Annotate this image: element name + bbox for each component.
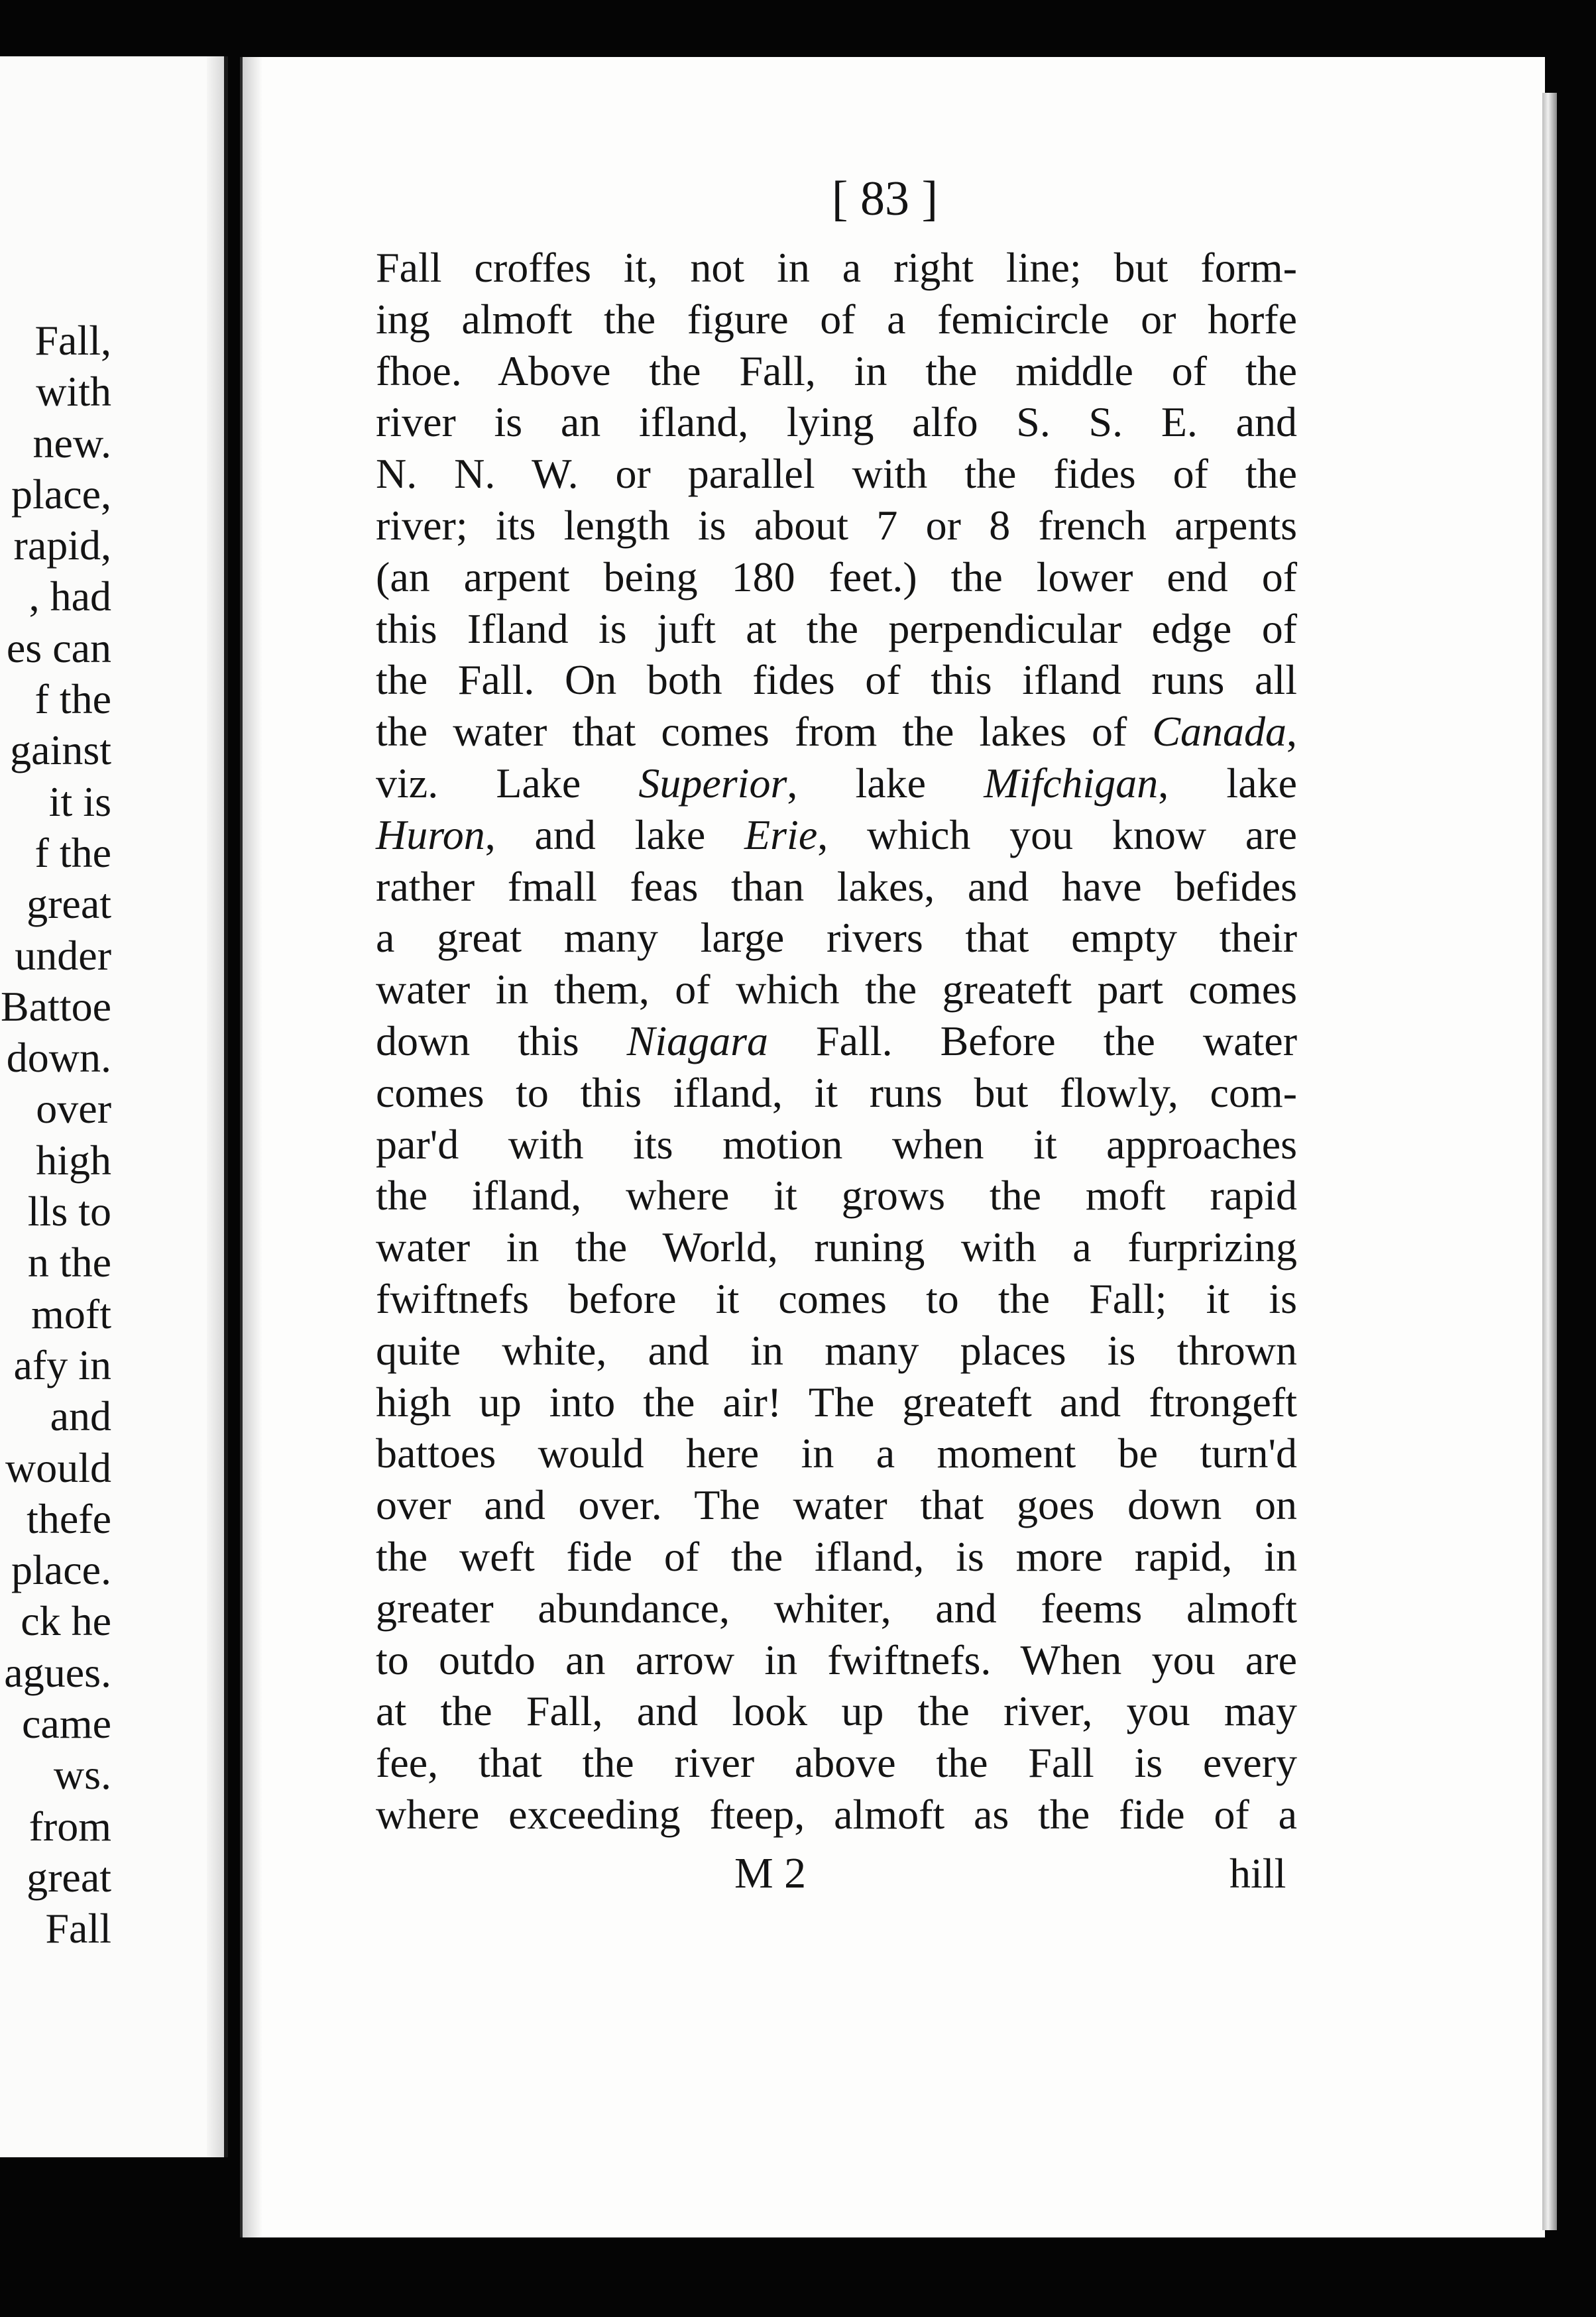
page-number: [ 83 ] (831, 172, 939, 226)
left-line: over (36, 1085, 111, 1133)
text-line: water in the World, runing with a furprizing (376, 1223, 1297, 1271)
left-line: rapid, (13, 522, 111, 569)
left-line: f the (34, 675, 111, 723)
left-line: Fall, (34, 317, 111, 364)
text-line: where exceeding fteep, almoft as the fide of a (376, 1790, 1297, 1838)
left-line: , had (28, 573, 111, 620)
text-line: (an arpent being 180 feet.) the lower end of (376, 553, 1297, 600)
left-line: new. (32, 419, 111, 467)
text-line: high up into the air! The greateft and ftrongeft (376, 1378, 1297, 1426)
left-line: n the (27, 1239, 111, 1286)
left-page-text (0, 315, 111, 1954)
text-line: at the Fall, and look up the river, you may (376, 1687, 1297, 1735)
left-line: great (27, 1853, 111, 1901)
left-line: Battoe (0, 982, 111, 1030)
catchword: hill (1229, 1850, 1286, 1897)
left-line: would (5, 1443, 111, 1491)
text-line: fhoe. Above the Fall, in the middle of the (376, 347, 1297, 394)
text-line: battoes would here in a moment be turn'd (376, 1430, 1297, 1477)
text-line: over and over. The water that goes down on (376, 1481, 1297, 1529)
left-page (0, 56, 228, 2157)
left-line: ws. (53, 1751, 111, 1799)
left-line: came (22, 1700, 111, 1748)
left-line: place. (11, 1546, 111, 1594)
text-line: par'd with its motion when it approaches (376, 1120, 1297, 1168)
text-line: greater abundance, whiter, and feems almoft (376, 1584, 1297, 1632)
text-line: fwiftnefs before it comes to the Fall; it is (376, 1274, 1297, 1322)
text-line: water in them, of which the greateft part comes (376, 966, 1297, 1013)
left-line: under (15, 931, 111, 979)
text-line: fee, that the river above the Fall is every (376, 1739, 1297, 1787)
text-line: quite white, and in many places is thrown (376, 1326, 1297, 1374)
text-line: viz. Lake Superior, lake Mifchigan, lake (376, 759, 1298, 807)
left-line: high (36, 1136, 111, 1184)
left-line: moft (31, 1290, 111, 1337)
left-line: agues. (4, 1648, 111, 1696)
left-line: it is (48, 777, 111, 825)
left-line: es can (6, 624, 111, 671)
left-line: gainst (10, 726, 111, 774)
text-line: the ifland, where it grows the moft rapid (376, 1172, 1297, 1219)
text-line: rather fmall feas than lakes, and have befides (376, 862, 1297, 910)
left-line: and (50, 1392, 111, 1440)
left-line: great (27, 880, 111, 928)
left-line: thefe (27, 1495, 111, 1542)
left-line: ck he (21, 1597, 111, 1645)
right-page-gutter-shadow (243, 57, 262, 2237)
left-page-gutter-shadow (207, 56, 224, 2157)
text-line: N. N. W. or parallel with the fides of the (376, 450, 1297, 498)
body-text (376, 242, 1297, 1840)
left-line: down. (6, 1034, 111, 1082)
text-line: to outdo an arrow in fwiftnefs. When you are (376, 1636, 1297, 1683)
left-line: from (28, 1802, 111, 1850)
left-line: f the (34, 828, 111, 876)
signature-mark: M 2 (734, 1849, 807, 1897)
page-stack-edge (1542, 93, 1557, 2230)
left-line: with (36, 368, 111, 416)
text-line: the Fall. On both fides of this ifland runs all (376, 656, 1297, 704)
text-line: river; its length is about 7 or 8 french arpents (376, 501, 1297, 549)
text-line: comes to this ifland, it runs but flowly, com- (376, 1068, 1297, 1116)
text-line: river is an ifland, lying alfo S. S. E. and (376, 398, 1297, 446)
text-line: ing almoft the figure of a femicircle or horfe (376, 295, 1297, 343)
text-line: Huron, and lake Erie, which you know are (376, 811, 1298, 858)
text-line: the weft fide of the ifland, is more rapid, in (376, 1532, 1297, 1580)
left-line: afy in (13, 1341, 111, 1388)
text-line: a great many large rivers that empty their (376, 914, 1297, 962)
text-line: Fall croffes it, not in a right line; but form- (376, 244, 1297, 291)
left-line: place, (11, 470, 111, 518)
text-line: the water that comes from the lakes of Canada, (376, 708, 1297, 756)
left-line: lls to (27, 1188, 111, 1235)
text-line: down this Niagara Fall. Before the water (376, 1017, 1298, 1064)
left-line: Fall (45, 1905, 111, 1952)
text-line: this Ifland is juft at the perpendicular edge of (376, 604, 1297, 652)
